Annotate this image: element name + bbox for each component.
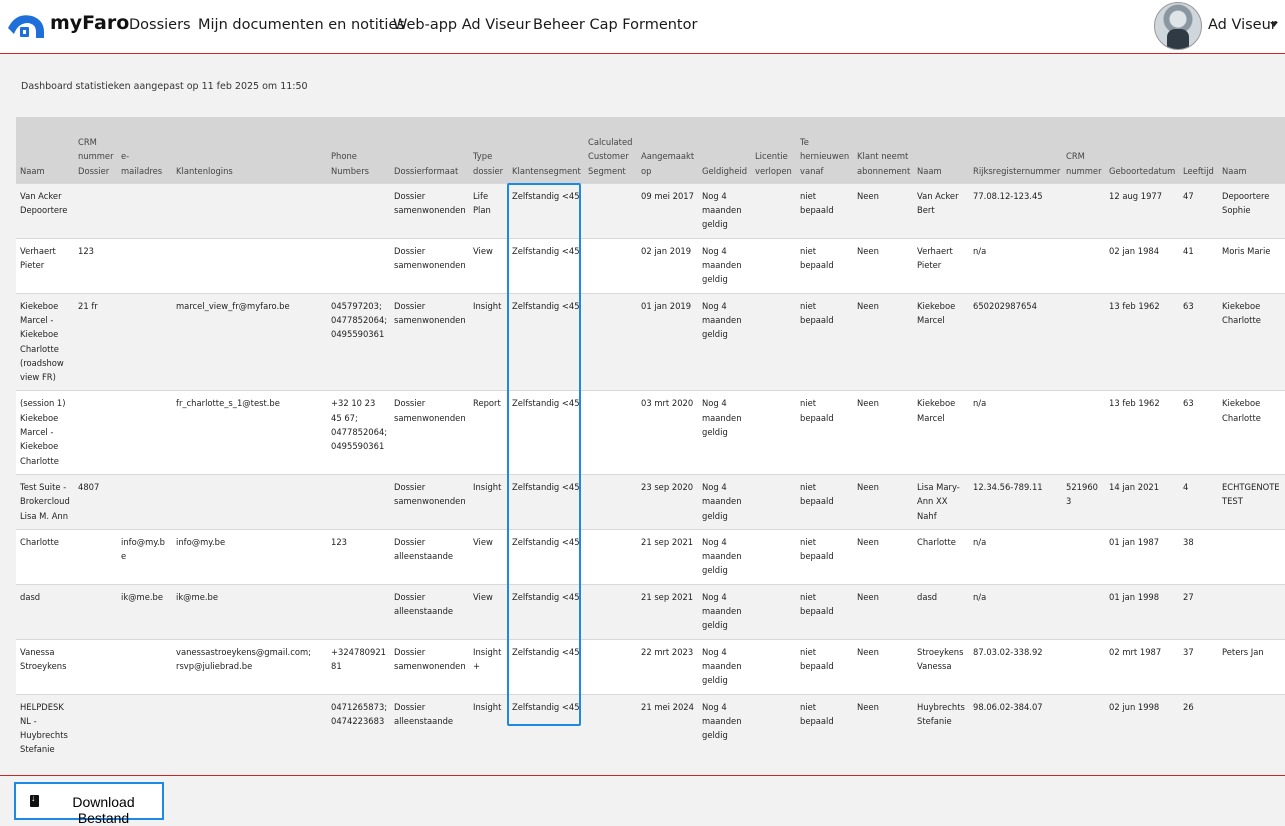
table-cell	[117, 639, 172, 694]
table-cell	[1062, 238, 1105, 293]
table-cell: fr_charlotte_s_1@test.be	[172, 391, 327, 474]
column-header[interactable]: Type dossier	[469, 117, 508, 183]
table-cell: Van Acker Depoortere	[16, 183, 74, 238]
table-cell: niet bepaald	[796, 293, 853, 391]
table-cell: Neen	[853, 639, 913, 694]
table-cell: 21 sep 2021	[637, 529, 698, 584]
column-header[interactable]: Klant neemt abonnement	[853, 117, 913, 183]
table-cell	[327, 183, 390, 238]
table-cell	[584, 584, 637, 639]
table-cell: niet bepaald	[796, 584, 853, 639]
table-cell: Charlotte	[913, 529, 969, 584]
column-header[interactable]: Dossierformaat	[390, 117, 469, 183]
table-cell	[584, 293, 637, 391]
divider	[0, 775, 1285, 776]
table-cell	[1062, 183, 1105, 238]
table-cell	[584, 639, 637, 694]
table-cell: dasd	[913, 584, 969, 639]
table-cell: 02 jan 1984	[1105, 238, 1179, 293]
top-navbar	[0, 0, 1285, 54]
table-cell	[1062, 639, 1105, 694]
table-cell	[751, 584, 796, 639]
myfaro-logo-icon[interactable]	[6, 10, 46, 40]
table-cell: 77.08.12-123.45	[969, 183, 1062, 238]
table-cell: Kiekeboe Charlotte	[1218, 293, 1285, 391]
table-cell: Kiekeboe Marcel - Kiekeboe Charlotte (roadshow view FR)	[16, 293, 74, 391]
table-cell: 01 jan 2019	[637, 293, 698, 391]
table-cell	[1218, 584, 1285, 639]
table-cell	[584, 474, 637, 529]
table-cell: 4	[1179, 474, 1218, 529]
brand-name[interactable]: myFaro	[50, 12, 130, 34]
chevron-down-icon[interactable]	[1270, 22, 1278, 27]
table-cell	[327, 584, 390, 639]
table-cell: niet bepaald	[796, 238, 853, 293]
table-cell	[327, 474, 390, 529]
table-cell: Zelfstandig <45	[508, 293, 584, 391]
nav-dossiers[interactable]: Dossiers	[129, 17, 191, 33]
table-cell	[1218, 529, 1285, 584]
table-cell: 38	[1179, 529, 1218, 584]
table-cell: ik@me.be	[172, 584, 327, 639]
table-cell	[751, 639, 796, 694]
table-cell	[1062, 529, 1105, 584]
table-cell: Zelfstandig <45	[508, 238, 584, 293]
table-cell	[751, 529, 796, 584]
table-cell	[117, 391, 172, 474]
table-cell: Kiekeboe Marcel	[913, 293, 969, 391]
table-cell: Depoortere Sophie	[1218, 183, 1285, 238]
table-cell	[1218, 694, 1285, 763]
table-cell: 12.34.56-789.11	[969, 474, 1062, 529]
table-cell: 13 feb 1962	[1105, 293, 1179, 391]
table-cell: 03 mrt 2020	[637, 391, 698, 474]
table-cell: Kiekeboe Marcel	[913, 391, 969, 474]
table-cell	[1062, 694, 1105, 763]
table-row[interactable]	[16, 293, 1285, 391]
table-cell: 5219603	[1062, 474, 1105, 529]
table-cell: Stroeykens Vanessa	[913, 639, 969, 694]
table-cell	[74, 529, 117, 584]
table-cell: Neen	[853, 293, 913, 391]
table-cell: 87.03.02-338.92	[969, 639, 1062, 694]
table-cell: Nog 4 maanden geldig	[698, 238, 751, 293]
table-cell: Insight	[469, 293, 508, 391]
table-cell: 26	[1179, 694, 1218, 763]
table-cell: Test Suite - Brokercloud Lisa M. Ann	[16, 474, 74, 529]
table-cell: 02 mrt 1987	[1105, 639, 1179, 694]
table-cell: Lisa Mary-Ann XX Nahf	[913, 474, 969, 529]
table-cell: Nog 4 maanden geldig	[698, 529, 751, 584]
table-header-row	[16, 117, 1285, 183]
table-cell	[751, 183, 796, 238]
table-cell: 14 jan 2021	[1105, 474, 1179, 529]
table-cell	[1062, 293, 1105, 391]
table-cell: vanessastroeykens@gmail.com; rsvp@juliebrad.be	[172, 639, 327, 694]
column-header[interactable]: Aangemaakt op	[637, 117, 698, 183]
table-cell: Dossier samenwonenden	[390, 183, 469, 238]
table-cell: 13 feb 1962	[1105, 391, 1179, 474]
table-cell	[172, 183, 327, 238]
table-cell: Zelfstandig <45	[508, 474, 584, 529]
table-cell: n/a	[969, 529, 1062, 584]
table-row[interactable]	[16, 238, 1285, 293]
column-header[interactable]: Calculated Customer Segment	[584, 117, 637, 183]
table-cell: View	[469, 529, 508, 584]
user-menu-label[interactable]: Ad Viseur	[1208, 17, 1277, 33]
table-cell: Vanessa Stroeykens	[16, 639, 74, 694]
column-header[interactable]: Naam	[16, 117, 74, 183]
table-cell: dasd	[16, 584, 74, 639]
table-cell	[1062, 391, 1105, 474]
table-cell	[751, 238, 796, 293]
table-cell: n/a	[969, 584, 1062, 639]
table-cell: niet bepaald	[796, 639, 853, 694]
table-cell: 21 mei 2024	[637, 694, 698, 763]
table-cell	[172, 474, 327, 529]
table-cell: 4807	[74, 474, 117, 529]
table-cell	[74, 694, 117, 763]
table-cell: 47	[1179, 183, 1218, 238]
table-cell: ECHTGENOTE TEST	[1218, 474, 1285, 529]
table-cell: Dossier samenwonenden	[390, 238, 469, 293]
table-cell: niet bepaald	[796, 529, 853, 584]
table-cell: 12 aug 1977	[1105, 183, 1179, 238]
table-cell: Dossier samenwonenden	[390, 474, 469, 529]
table-cell: (session 1) Kiekeboe Marcel - Kiekeboe Charlotte	[16, 391, 74, 474]
table-cell: Nog 4 maanden geldig	[698, 694, 751, 763]
table-row[interactable]	[16, 183, 1285, 238]
column-header[interactable]: Geldigheid	[698, 117, 751, 183]
table-cell: 02 jun 1998	[1105, 694, 1179, 763]
table-cell: Verhaert Pieter	[913, 238, 969, 293]
table-cell: 09 mei 2017	[637, 183, 698, 238]
file-download-icon	[30, 795, 39, 807]
table-cell: Nog 4 maanden geldig	[698, 183, 751, 238]
column-header[interactable]: CRM nummer Dossier	[74, 117, 117, 183]
table-cell	[117, 474, 172, 529]
stats-updated-note: Dashboard statistieken aangepast op 11 feb 2025 om 11:50	[21, 81, 308, 92]
table-cell	[751, 391, 796, 474]
table-cell: 63	[1179, 391, 1218, 474]
table-cell: 27	[1179, 584, 1218, 639]
table-cell: Dossier alleenstaande	[390, 694, 469, 763]
column-header[interactable]: Te hernieuwen vanaf	[796, 117, 853, 183]
table-cell: 02 jan 2019	[637, 238, 698, 293]
table-cell: 98.06.02-384.07	[969, 694, 1062, 763]
table-cell: Insight+	[469, 639, 508, 694]
table-cell	[584, 694, 637, 763]
table-cell: marcel_view_fr@myfaro.be	[172, 293, 327, 391]
table-cell	[172, 238, 327, 293]
table-cell: Life Plan	[469, 183, 508, 238]
table-cell	[584, 391, 637, 474]
avatar[interactable]	[1154, 2, 1202, 50]
table-cell: Dossier alleenstaande	[390, 584, 469, 639]
table-cell	[74, 639, 117, 694]
table-row[interactable]	[16, 694, 1285, 763]
table-row[interactable]	[16, 391, 1285, 474]
table-cell: Van Acker Bert	[913, 183, 969, 238]
table-cell	[751, 293, 796, 391]
download-button[interactable]	[14, 782, 164, 826]
table-cell: Insight	[469, 474, 508, 529]
table-cell	[584, 238, 637, 293]
table-cell: 123	[327, 529, 390, 584]
table-row[interactable]	[16, 529, 1285, 584]
table-cell: HELPDESK NL - Huybrechts Stefanie	[16, 694, 74, 763]
table-cell	[74, 391, 117, 474]
table-cell: Moris Marie	[1218, 238, 1285, 293]
table-cell	[327, 238, 390, 293]
table-cell: 01 jan 1998	[1105, 584, 1179, 639]
table-cell: 0471265873; 0474223683	[327, 694, 390, 763]
table-cell: niet bepaald	[796, 694, 853, 763]
table-cell: 01 jan 1987	[1105, 529, 1179, 584]
table-cell	[117, 238, 172, 293]
table-cell: 045797203; 0477852064; 0495590361	[327, 293, 390, 391]
table-cell: Kiekeboe Charlotte	[1218, 391, 1285, 474]
nav-mijn-documenten[interactable]: Mijn documenten en notities	[198, 17, 405, 33]
table-cell: Huybrechts Stefanie	[913, 694, 969, 763]
dossier-table	[16, 117, 1285, 763]
table-cell: Verhaert Pieter	[16, 238, 74, 293]
table-cell	[117, 694, 172, 763]
column-header[interactable]: Klantenlogins	[172, 117, 327, 183]
table-cell	[74, 183, 117, 238]
table-cell: Nog 4 maanden geldig	[698, 639, 751, 694]
table-cell: n/a	[969, 391, 1062, 474]
table-cell: 37	[1179, 639, 1218, 694]
table-cell: Neen	[853, 391, 913, 474]
column-header[interactable]: Phone Numbers	[327, 117, 390, 183]
table-cell: 123	[74, 238, 117, 293]
table-cell: Nog 4 maanden geldig	[698, 293, 751, 391]
table-cell	[117, 293, 172, 391]
table-cell: Dossier samenwonenden	[390, 293, 469, 391]
table-cell	[1062, 584, 1105, 639]
column-header[interactable]: Geboortedatum	[1105, 117, 1179, 183]
table-cell: Dossier samenwonenden	[390, 639, 469, 694]
table-cell	[584, 183, 637, 238]
table-row[interactable]	[16, 639, 1285, 694]
table-cell: Charlotte	[16, 529, 74, 584]
table-cell	[751, 474, 796, 529]
table-cell: Neen	[853, 474, 913, 529]
table-cell	[751, 694, 796, 763]
table-cell: niet bepaald	[796, 391, 853, 474]
table-cell: Nog 4 maanden geldig	[698, 391, 751, 474]
table-cell: 63	[1179, 293, 1218, 391]
column-header[interactable]: Licentie verlopen	[751, 117, 796, 183]
table-cell: n/a	[969, 238, 1062, 293]
table-cell: 41	[1179, 238, 1218, 293]
table-cell: Zelfstandig <45	[508, 639, 584, 694]
table-cell: Neen	[853, 183, 913, 238]
table-cell: niet bepaald	[796, 183, 853, 238]
table-cell: View	[469, 238, 508, 293]
table-cell: Insight	[469, 694, 508, 763]
column-header[interactable]: Naam	[1218, 117, 1285, 183]
table-cell: 22 mrt 2023	[637, 639, 698, 694]
column-header[interactable]: CRM nummer	[1062, 117, 1105, 183]
nav-web-app[interactable]: Web-app Ad Viseur	[393, 17, 531, 33]
table-cell: Neen	[853, 694, 913, 763]
download-label: Download Bestand	[72, 794, 135, 826]
table-cell	[172, 694, 327, 763]
column-header[interactable]: Rijksregisternummer	[969, 117, 1062, 183]
table-cell: Neen	[853, 238, 913, 293]
table-cell: niet bepaald	[796, 474, 853, 529]
table-cell: info@my.be	[172, 529, 327, 584]
column-header[interactable]: Klantensegment	[508, 117, 584, 183]
table-cell: 650202987654	[969, 293, 1062, 391]
table-cell: Nog 4 maanden geldig	[698, 584, 751, 639]
table-cell: Zelfstandig <45	[508, 529, 584, 584]
table-cell: 23 sep 2020	[637, 474, 698, 529]
table-row[interactable]	[16, 474, 1285, 529]
table-cell: Neen	[853, 584, 913, 639]
table-cell: Nog 4 maanden geldig	[698, 474, 751, 529]
table-cell: 21 fr	[74, 293, 117, 391]
table-cell: Zelfstandig <45	[508, 694, 584, 763]
table-cell: Dossier alleenstaande	[390, 529, 469, 584]
table-cell: 21 sep 2021	[637, 584, 698, 639]
table-cell: Zelfstandig <45	[508, 391, 584, 474]
table-cell: Dossier samenwonenden	[390, 391, 469, 474]
table-cell	[584, 529, 637, 584]
table-cell: Report	[469, 391, 508, 474]
table-cell: +32 10 23 45 67; 0477852064; 0495590361	[327, 391, 390, 474]
nav-beheer[interactable]: Beheer Cap Formentor	[533, 17, 698, 33]
column-header[interactable]: e-mailadres	[117, 117, 172, 183]
table-cell: Peters Jan	[1218, 639, 1285, 694]
column-header[interactable]: Naam	[913, 117, 969, 183]
table-cell: ik@me.be	[117, 584, 172, 639]
table-cell	[117, 183, 172, 238]
table-cell	[74, 584, 117, 639]
table-cell: Zelfstandig <45	[508, 584, 584, 639]
table-cell: View	[469, 584, 508, 639]
column-header[interactable]: Leeftijd	[1179, 117, 1218, 183]
table-cell: info@my.be	[117, 529, 172, 584]
table-row[interactable]	[16, 584, 1285, 639]
table-cell: Neen	[853, 529, 913, 584]
table-cell: Zelfstandig <45	[508, 183, 584, 238]
table-cell: +32478092181	[327, 639, 390, 694]
